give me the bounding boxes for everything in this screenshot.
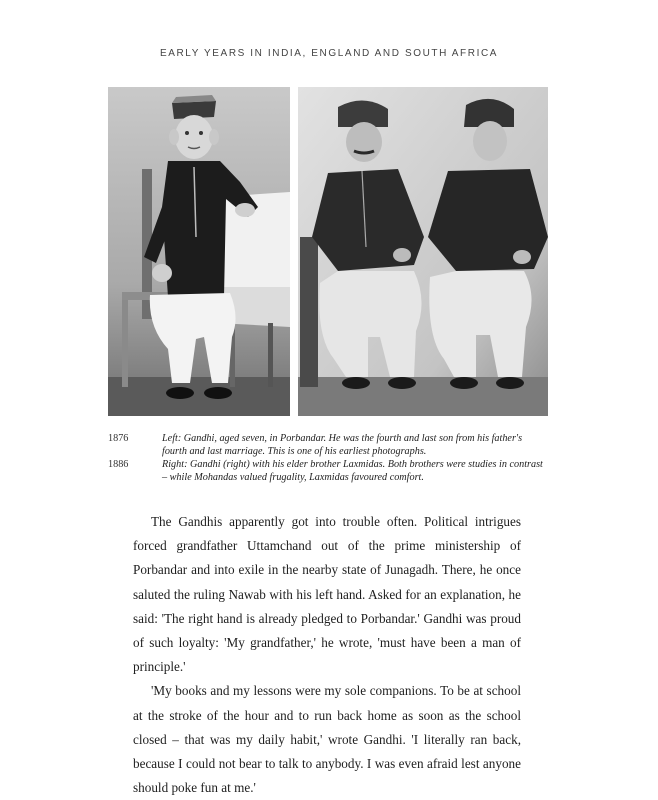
- body-paragraph: 'My books and my lessons were my sole companions. To be at school at the stroke of the hour and to run back home as soon as the school closed – that was my daily habit,' wrote Gandhi. 'I literally ran back, because I could not bear to talk to anybody. I was even afraid lest anyone should poke fun at me.': [133, 683, 521, 796]
- photo-captions: [108, 432, 548, 484]
- caption-left-photo: [108, 432, 548, 458]
- body-text: [133, 510, 521, 800]
- caption-year: 1886: [108, 459, 129, 470]
- photo-gandhi-with-laxmidas-image: [298, 87, 548, 416]
- body-paragraph: The Gandhis apparently got into trouble often. Political intrigues forced grandfather Uttamchand out of the prime ministership of Porbandar and into exile in the nearby state of Junagadh. There, he once saluted the ruling Nawab with his left hand. Asked for an explanation, he said: 'The right hand is already pledged to Porbandar.' Gandhi was proud of such loyalty: 'My grandfather,' he wrote, 'must have been a man of principle.': [133, 514, 521, 675]
- caption-year: 1876: [108, 433, 129, 444]
- running-head: EARLY YEARS IN INDIA, ENGLAND AND SOUTH AFRICA: [159, 48, 499, 59]
- photo-gandhi-with-laxmidas: [298, 87, 548, 416]
- caption-text: Left: Gandhi, aged seven, in Porbandar. He was the fourth and last son from his father's fourth and last marriage. This is one of his earliest photographs.: [162, 433, 523, 457]
- photo-gandhi-aged-seven: [108, 87, 290, 416]
- photo-gandhi-aged-seven-image: [108, 87, 290, 416]
- caption-text: Right: Gandhi (right) with his elder brother Laxmidas. Both brothers were studies in contrast – while Mohandas valued frugality, Laxmidas favoured comfort.: [162, 459, 543, 483]
- caption-right-photo: [108, 458, 548, 484]
